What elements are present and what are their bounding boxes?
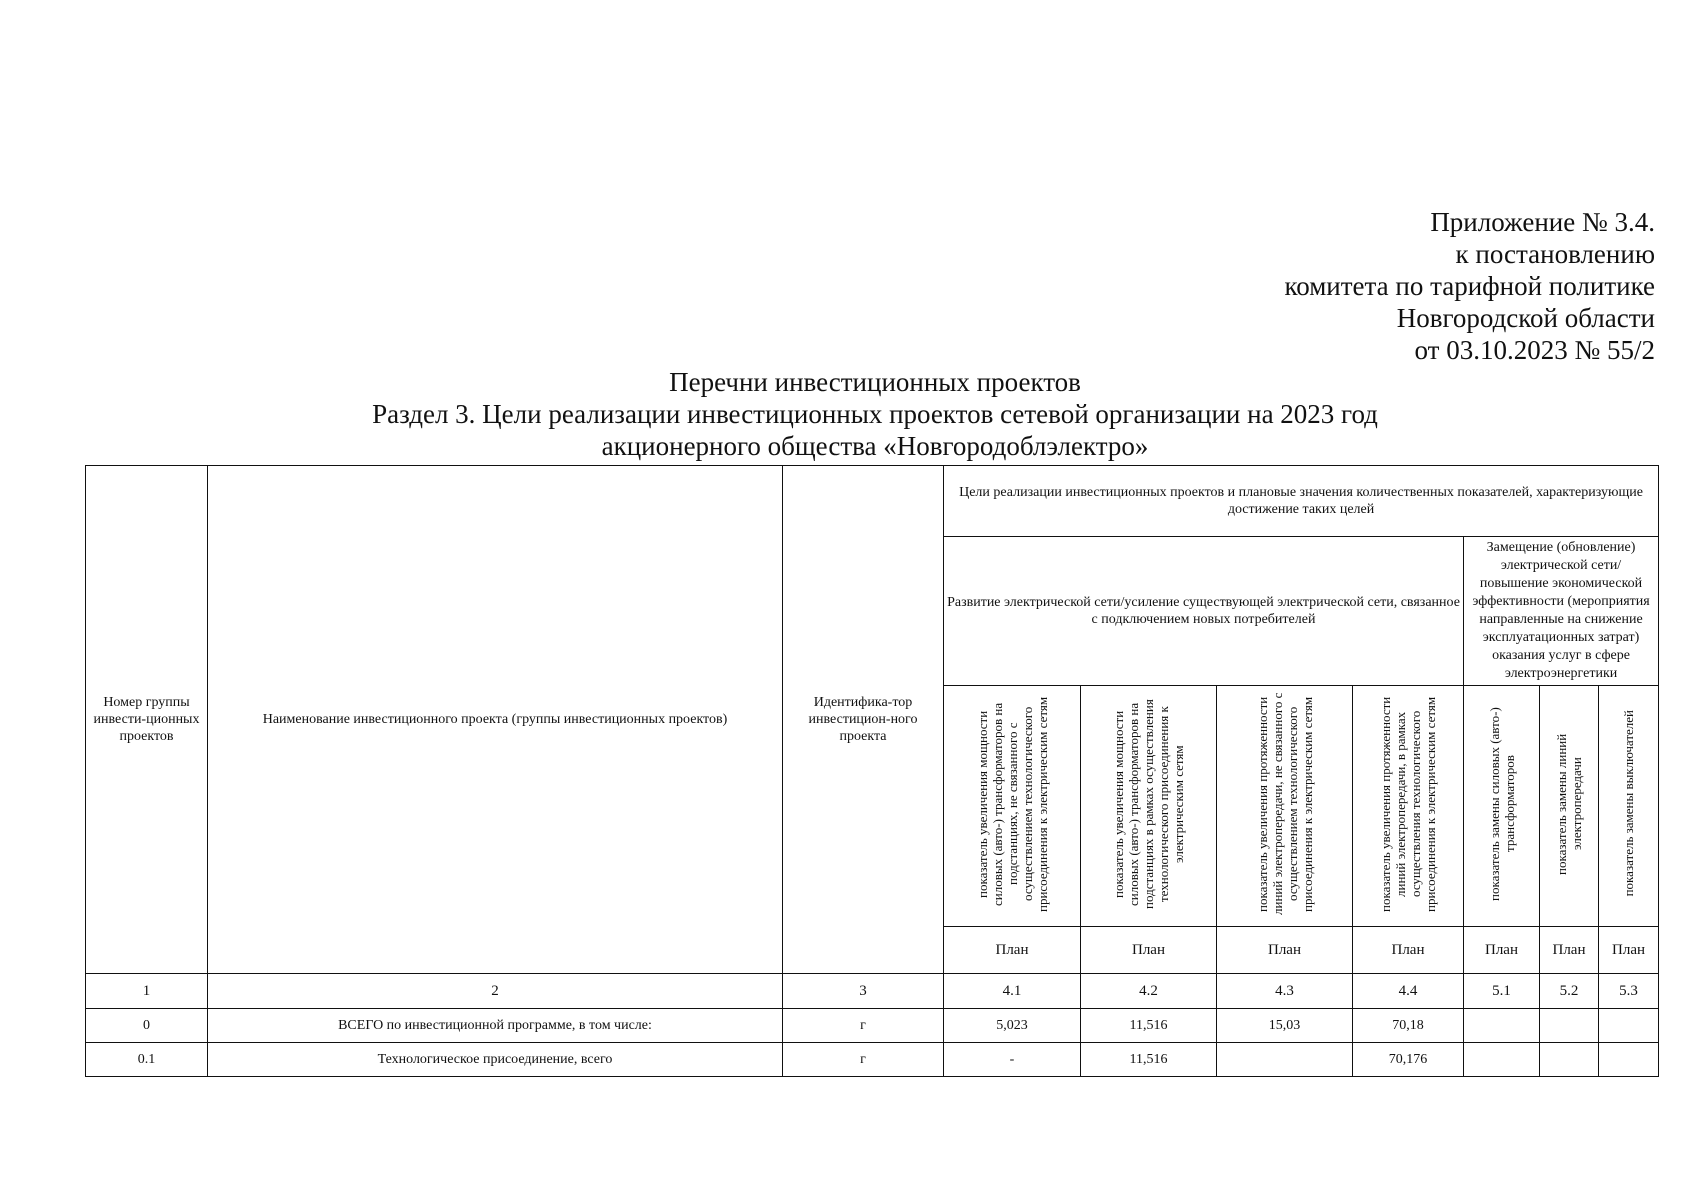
plan-label: План <box>1353 927 1464 974</box>
header-group-number: Номер группы инвести-ционных проектов <box>86 466 208 974</box>
header-replacement: Замещение (обновление) электрической сети/повышение экономической эффективности (мероприятия направленные на снижение эксплуатационных затрат) оказания услуг в сфере электроэнергетики <box>1464 537 1659 686</box>
row-name: Технологическое присоединение, всего <box>208 1043 783 1077</box>
row-value <box>1599 1043 1659 1077</box>
plan-label: План <box>1540 927 1599 974</box>
indicator-header <box>1353 686 1464 927</box>
row-value: 70,18 <box>1353 1009 1464 1043</box>
header-project-name: Наименование инвестиционного проекта (группы инвестиционных проектов) <box>208 466 783 974</box>
indicator-header <box>944 686 1081 927</box>
title-line-2: Раздел 3. Цели реализации инвестиционных проектов сетевой организации на 2023 год <box>372 399 1378 429</box>
attachment-line: к постановлению <box>1455 239 1655 269</box>
indicator-label: показатель замены силовых (авто-) трансформаторов <box>1486 706 1517 901</box>
column-number: 4.3 <box>1217 974 1353 1009</box>
indicator-header <box>1464 686 1540 927</box>
row-value: 11,516 <box>1081 1043 1217 1077</box>
row-value <box>1599 1009 1659 1043</box>
row-value <box>1217 1043 1353 1077</box>
row-identifier: г <box>783 1009 944 1043</box>
header-goals: Цели реализации инвестиционных проектов и плановые значения количественных показателей, характеризующие достижение таких целей <box>944 466 1659 537</box>
plan-label: План <box>944 927 1081 974</box>
row-value: 5,023 <box>944 1009 1081 1043</box>
indicator-header <box>1217 686 1353 927</box>
indicator-label: показатель замены выключателей <box>1621 710 1637 897</box>
indicator-header <box>1540 686 1599 927</box>
plan-label: План <box>1464 927 1540 974</box>
indicator-label: показатель увеличения мощности силовых (авто-) трансформаторов на подстанциях, не связанного с осуществлением технологического присоединения к электрическим сетям <box>974 695 1050 912</box>
column-number: 4.4 <box>1353 974 1464 1009</box>
column-number: 1 <box>86 974 208 1009</box>
row-number: 0 <box>86 1009 208 1043</box>
attachment-line: Приложение № 3.4. <box>1430 207 1655 237</box>
attachment-line: от 03.10.2023 № 55/2 <box>1414 335 1655 365</box>
attachment-line: Новгородской области <box>1396 303 1655 333</box>
plan-label: План <box>1217 927 1353 974</box>
indicator-label: показатель увеличения мощности силовых (авто-) трансформаторов на подстанциях в рамках осуществления технологического присоединения к электрическим сетям <box>1111 698 1186 909</box>
table-row <box>86 1009 1659 1043</box>
column-number: 5.3 <box>1599 974 1659 1009</box>
title-line-3: акционерного общества «Новгородоблэлектро» <box>601 431 1149 461</box>
investment-goals-table <box>85 465 1659 1077</box>
row-value: 70,176 <box>1353 1043 1464 1077</box>
row-value: 11,516 <box>1081 1009 1217 1043</box>
row-value <box>1464 1043 1540 1077</box>
indicator-label: показатель увеличения протяженности линий электропередачи, не связанного с осуществлением технологического присоединения к электрическим сетям <box>1254 692 1315 915</box>
column-number: 3 <box>783 974 944 1009</box>
column-number: 4.1 <box>944 974 1081 1009</box>
indicator-label: показатель замены линий электропередачи <box>1554 732 1584 875</box>
row-name: ВСЕГО по инвестиционной программе, в том числе: <box>208 1009 783 1043</box>
plan-label: План <box>1081 927 1217 974</box>
header-development: Развитие электрической сети/усиление существующей электрической сети, связанное с подключением новых потребителей <box>944 537 1464 686</box>
attachment-note <box>1284 206 1655 366</box>
row-value: 15,03 <box>1217 1009 1353 1043</box>
column-number: 4.2 <box>1081 974 1217 1009</box>
column-number: 5.2 <box>1540 974 1599 1009</box>
column-number: 2 <box>208 974 783 1009</box>
indicator-label: показатель увеличения протяженности линий электропередачи, в рамках осуществления технологического присоединения к электрическим сетям <box>1378 695 1438 912</box>
plan-label: План <box>1599 927 1659 974</box>
document-title <box>0 366 1695 462</box>
column-number: 5.1 <box>1464 974 1540 1009</box>
row-identifier: г <box>783 1043 944 1077</box>
column-number-row <box>86 974 1659 1009</box>
row-number: 0.1 <box>86 1043 208 1077</box>
attachment-line: комитета по тарифной политике <box>1284 271 1655 301</box>
row-value: - <box>944 1043 1081 1077</box>
row-value <box>1540 1009 1599 1043</box>
header-identifier: Идентифика-тор инвестицион-ного проекта <box>783 466 944 974</box>
row-value <box>1540 1043 1599 1077</box>
title-line-1: Перечни инвестиционных проектов <box>669 367 1081 397</box>
indicator-header <box>1599 686 1659 927</box>
row-value <box>1464 1009 1540 1043</box>
indicator-header <box>1081 686 1217 927</box>
table-row <box>86 1043 1659 1077</box>
